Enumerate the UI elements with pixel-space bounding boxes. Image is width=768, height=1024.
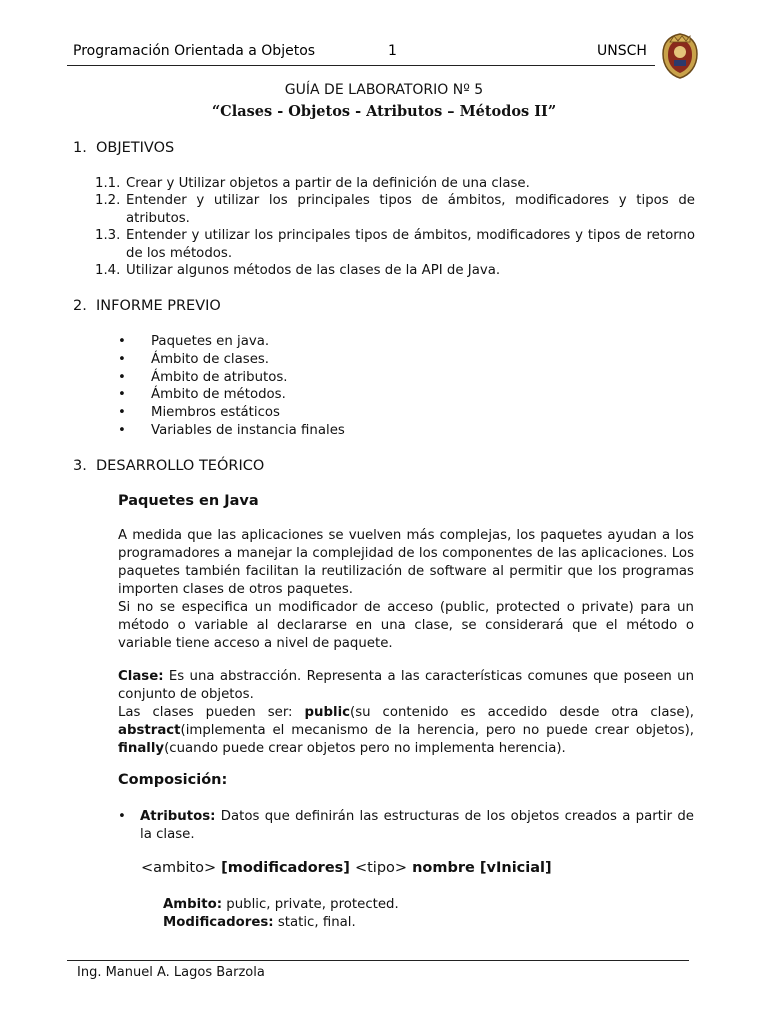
section-label: INFORME PREVIO [96, 298, 221, 314]
modifiers-line [163, 914, 399, 932]
class-label: Clase: [118, 669, 164, 684]
university-seal-icon [660, 32, 700, 80]
section-heading-desarrollo-teorico [73, 458, 264, 474]
bullet-icon: • [118, 405, 126, 421]
ambito-label: Ambito: [163, 897, 223, 912]
bullet-icon: • [118, 809, 126, 824]
item-number: 1.1. [95, 176, 121, 191]
attributes-description: Datos que definirán las estructuras de los objetos creados a partir de la clase. [140, 809, 694, 842]
prev-report-list [118, 333, 345, 440]
public-description: (su contenido es accedido desde otra clase), [350, 705, 694, 720]
item-text: Variables de instancia finales [151, 422, 345, 438]
item-text: Utilizar algunos métodos de las clases de la API de Java. [126, 263, 501, 279]
list-item [95, 192, 695, 227]
class-definition: Es una abstracción. Representa a las características comunes que poseen un conjunto de objetos. [118, 669, 694, 702]
header-rule [67, 65, 655, 66]
list-item [95, 227, 695, 262]
packages-paragraph-1: A medida que las aplicaciones se vuelven más complejas, los paquetes ayudan a los programadores a manejar la complejidad de los componentes de las aplicaciones. Los paquetes también facilitan la reutilización de software al permitir que los programas importen clases de otros paquetes. [118, 528, 694, 597]
finally-description: (cuando puede crear objetos pero no implementa herencia). [164, 741, 566, 756]
section-label: OBJETIVOS [96, 140, 175, 156]
footer-author: Ing. Manuel A. Lagos Barzola [77, 965, 265, 980]
subsection-heading-composition: Composición: [118, 772, 228, 788]
class-paragraph [118, 668, 694, 758]
list-item [118, 386, 345, 404]
modifiers-values: static, final. [273, 915, 356, 930]
attribute-details [163, 896, 399, 932]
packages-paragraph [118, 527, 694, 653]
document-title: GUÍA DE LABORATORIO Nº 5 [284, 82, 484, 98]
section-heading-informe-previo [73, 298, 221, 314]
keyword-finally: finally [118, 741, 165, 756]
item-text: Miembros estáticos [151, 405, 280, 421]
syntax-modifiers: [modificadores] [216, 860, 355, 876]
list-item [118, 422, 345, 440]
composition-list [118, 808, 694, 844]
item-text: Ámbito de atributos. [151, 369, 288, 385]
list-item [118, 369, 345, 387]
bullet-icon: • [118, 334, 126, 349]
section-number: 1. [73, 140, 87, 156]
ambito-values: public, private, protected. [222, 897, 399, 912]
keyword-public: public [304, 705, 351, 720]
bullet-icon: • [118, 351, 126, 367]
attribute-syntax [141, 860, 552, 876]
item-text: Paquetes en java. [151, 334, 270, 349]
list-item [118, 333, 345, 351]
item-text: Entender y utilizar los principales tipos de ámbitos, modificadores y tipos de retorno de los métodos. [126, 228, 695, 261]
bullet-icon: • [118, 387, 126, 403]
list-item [95, 262, 695, 279]
header-institution: UNSCH [597, 43, 647, 59]
document-subtitle: “Clases - Objetos - Atributos – Métodos II” [211, 103, 557, 120]
header-page-number: 1 [388, 43, 397, 59]
subsection-heading-packages: Paquetes en Java [118, 493, 259, 509]
modifiers-label: Modificadores: [163, 915, 274, 930]
bullet-icon: • [118, 422, 126, 438]
section-label: DESARROLLO TEÓRICO [96, 458, 265, 474]
syntax-ambito: <ambito> [141, 860, 217, 876]
header-course: Programación Orientada a Objetos [73, 43, 316, 59]
keyword-abstract: abstract [118, 723, 181, 738]
abstract-description: (implementa el mecanismo de la herencia, pero no puede crear objetos), [180, 723, 694, 738]
item-number: 1.4. [95, 263, 121, 279]
item-number: 1.2. [95, 193, 121, 209]
attributes-label: Atributos: [140, 809, 216, 824]
ambito-line [163, 896, 399, 914]
section-heading-objetivos [73, 140, 174, 156]
list-item [95, 175, 695, 192]
section-number: 2. [73, 298, 87, 314]
item-text: Entender y utilizar los principales tipos de ámbitos, modificadores y tipos de atributos. [126, 193, 695, 226]
list-item [118, 404, 345, 422]
section-number: 3. [73, 458, 87, 474]
item-text: Ámbito de métodos. [151, 387, 286, 403]
class-types-intro: Las clases pueden ser: [118, 705, 305, 720]
syntax-rest: nombre [vInicial] [407, 860, 552, 876]
footer-rule [67, 960, 689, 961]
objectives-list [95, 175, 695, 279]
item-text: Ámbito de clases. [151, 351, 270, 367]
list-item [118, 351, 345, 369]
item-text: Crear y Utilizar objetos a partir de la definición de una clase. [126, 176, 530, 191]
bullet-icon: • [118, 369, 126, 385]
syntax-tipo: <tipo> [354, 860, 408, 876]
packages-paragraph-2: Si no se especifica un modificador de acceso (public, protected o private) para un método o variable al declararse en una clase, se considerará que el método o variable tiene acceso a nivel de paquete. [118, 600, 694, 651]
list-item [118, 808, 694, 844]
item-number: 1.3. [95, 228, 121, 244]
